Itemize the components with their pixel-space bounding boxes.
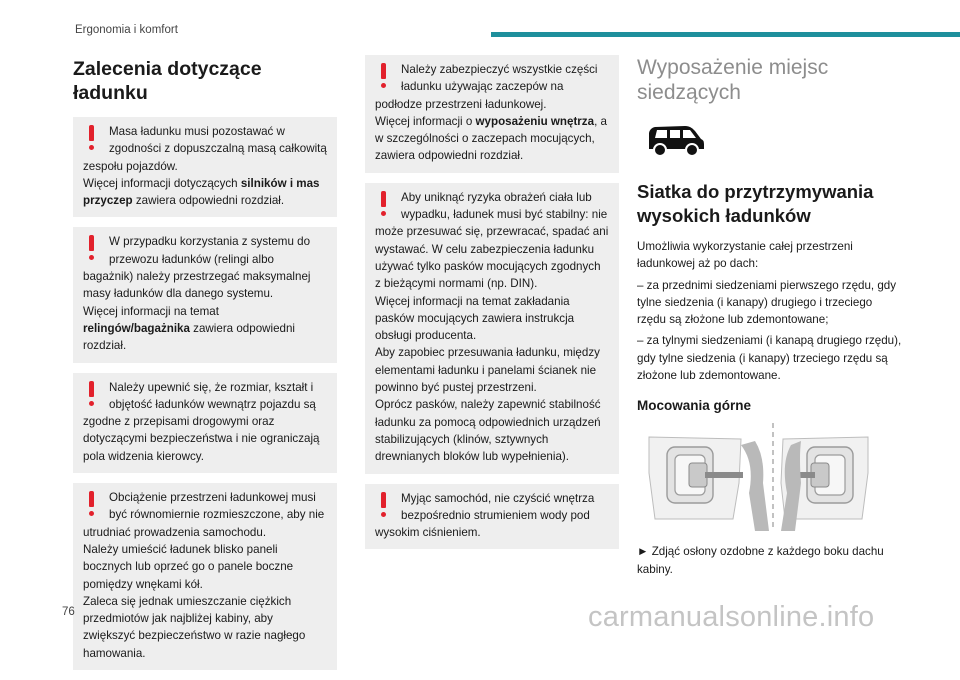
- section-title-cargo: Zalecenia dotyczące ładunku: [73, 58, 262, 104]
- warning-text: Zaleca się jednak umieszczanie ciężkich przedmiotów jak najbliżej kabiny, aby zwiększyć bezpieczeństwo w razie nagłego hamowania.: [83, 594, 306, 660]
- warning-text: Należy zabezpieczyć wszystkie części ładunku używając zaczepów na podłodze przestrzeni ładunkowej.: [375, 63, 598, 111]
- warning-exclamation-icon: [375, 492, 393, 520]
- upper-mount-illustration: [645, 423, 872, 531]
- header-section-title: Ergonomia i komfort: [75, 24, 178, 36]
- warning-exclamation-icon: [375, 63, 393, 91]
- warning-text: W przypadku korzystania z systemu do przewozu ładunków (relingi albo bagażnik) należy przestrzegać maksymalnej masy ładunków dla danego systemu.: [83, 235, 311, 301]
- warning-exclamation-icon: [83, 381, 101, 409]
- column-middle: [365, 55, 619, 559]
- list-item: – za przednimi siedzeniami pierwszego rzędu, gdy tylne siedzenia (i kanapy) drugiego i trzeciego rzędu są złożone lub zdemontowane;: [637, 278, 897, 327]
- warning-text: Należy upewnić się, że rozmiar, kształt i objętość ładunków wewnątrz pojazdu są zgodne z przepisami drogowymi oraz dotyczącymi bezpieczeństwa i nie ograniczają pola widzenia kierowcy.: [83, 380, 320, 463]
- warning-text: Należy umieścić ładunek blisko paneli bocznych lub oprzeć go o panele boczne pomiędzy wnękami kół.: [83, 542, 294, 591]
- car-silhouette-icon: [645, 119, 707, 159]
- warning-text: Więcej informacji dotyczących silników i mas przyczep zawiera odpowiedni rozdział.: [83, 176, 320, 208]
- warning-text: Masa ładunku musi pozostawać w zgodności z dopuszczalną masą całkowitą zespołu pojazdów.: [83, 125, 327, 173]
- warning-exclamation-icon: [375, 191, 393, 219]
- warning-text: Obciążenie przestrzeni ładunkowej musi być równomiernie rozmieszczone, aby nie utrudniać prowadzenia samochodu.: [83, 491, 325, 539]
- instruction-step: ► Zdjąć osłony ozdobne z każdego boku dachu kabiny.: [637, 545, 884, 576]
- warning-text: Myjąc samochód, nie czyścić wnętrza bezpośrednio strumieniem wody pod wysokim ciśnieniem.: [375, 491, 595, 540]
- warning-text: Więcej informacji na temat zakładania pasków mocujących zawiera instrukcja obsługi producenta.: [375, 294, 575, 343]
- warning-box: [365, 484, 619, 550]
- header-accent-bar: [491, 32, 960, 37]
- warning-box: [365, 55, 619, 173]
- warning-text: Więcej informacji na temat relingów/bagażnika zawiera odpowiedni rozdział.: [83, 304, 296, 353]
- column-left: [73, 55, 337, 680]
- column-right: [637, 55, 902, 590]
- warning-box: [73, 227, 337, 362]
- intro-text: Umożliwia wykorzystanie całej przestrzeni ładunkowej aż po dach:: [637, 240, 853, 271]
- warning-text: Więcej informacji o wyposażeniu wnętrza, a w szczególności o zaczepach mocujących, zawiera odpowiedni rozdział.: [375, 114, 607, 163]
- warning-text: Oprócz pasków, należy zapewnić stabilność ładunku za pomocą odpowiednich urządzeń stabilizujących (klinów, sztywnych drewnianych bloków lub wypełnienia).: [375, 398, 601, 464]
- warning-exclamation-icon: [83, 491, 101, 519]
- subtitle-upper-mounts: Mocowania górne: [637, 398, 752, 414]
- warning-text: Aby zapobiec przesuwania ładunku, między elementami ładunku i panelami ścianek nie powinno być pustej przestrzeni.: [375, 346, 600, 395]
- warning-exclamation-icon: [83, 125, 101, 153]
- section-title-seating: Wyposażenie miejsc siedzących: [637, 56, 829, 104]
- page-number: 76: [62, 606, 75, 618]
- subtitle-cargo-net: Siatka do przytrzymywania wysokich ładunków: [637, 181, 874, 226]
- list-item: – za tylnymi siedzeniami (i kanapą drugiego rzędu), gdy tylne siedzenia (i kanapy) trzeciego rzędu są złożone lub zdemontowane.: [637, 334, 902, 383]
- watermark-text: carmanualsonline.info: [588, 601, 875, 633]
- warning-box: [73, 117, 337, 217]
- warning-exclamation-icon: [83, 235, 101, 263]
- warning-box: [365, 183, 619, 474]
- warning-text: Aby uniknąć ryzyka obrażeń ciała lub wypadku, ładunek musi być stabilny: nie może przesuwać się, przewracać, spadać ani wystawać. W celu zabezpieczenia ładunku używać tylko pasków mocujących zgodnych z bieżącymi normami (np. DIN).: [375, 190, 609, 291]
- warning-box: [73, 373, 337, 473]
- warning-box: [73, 483, 337, 670]
